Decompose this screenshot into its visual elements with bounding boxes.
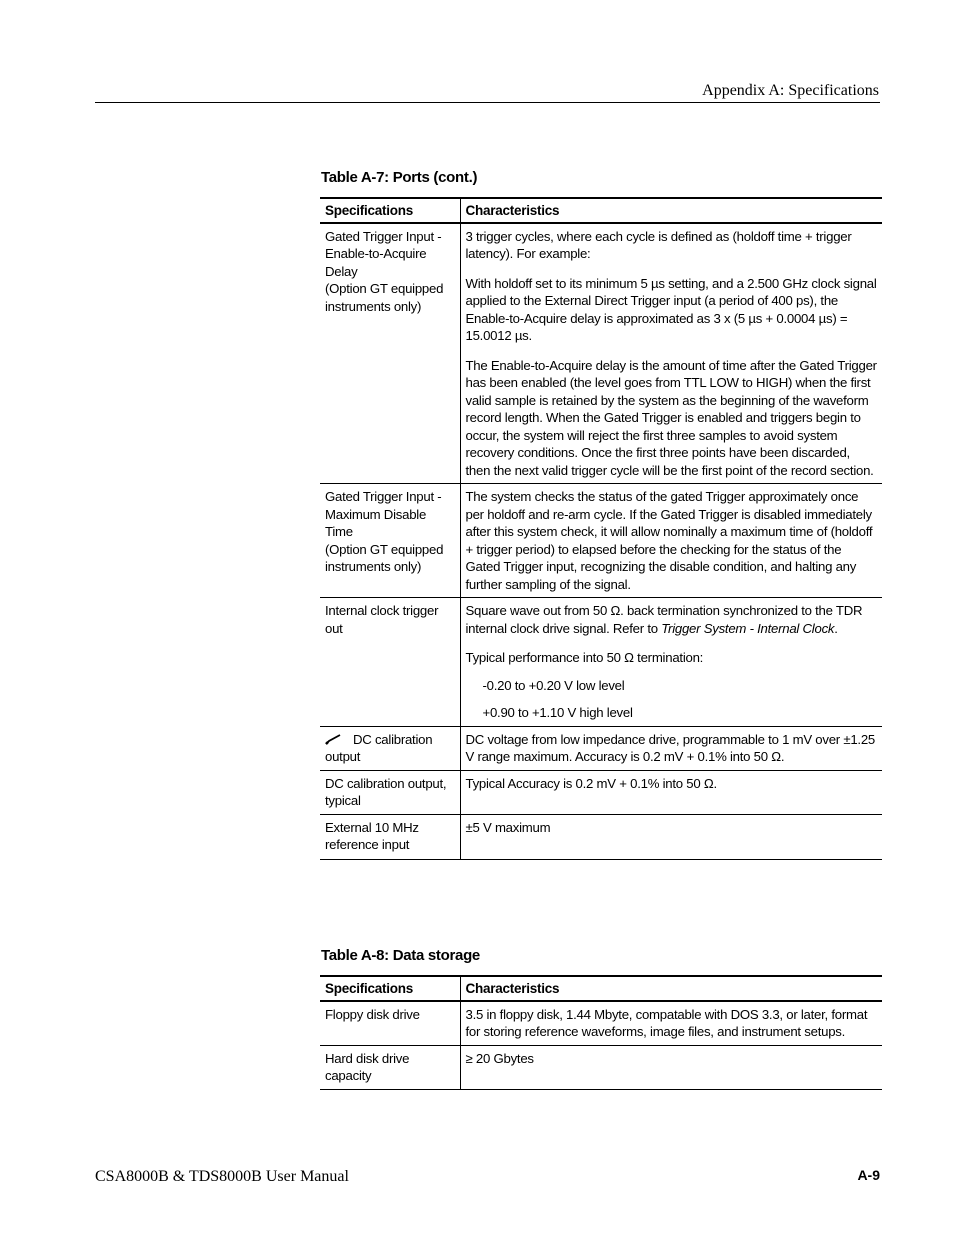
table-header-row xyxy=(320,976,882,1001)
characteristics-cell xyxy=(460,598,882,727)
table-row xyxy=(320,484,882,598)
spec-cell: Gated Trigger Input - Maximum Disable Time (Option GT equipped instruments only) xyxy=(320,484,460,598)
table-a8-caption: Table A-8: Data storage xyxy=(321,947,480,964)
cross-reference: Trigger System - Internal Clock xyxy=(661,620,835,636)
characteristics-cell xyxy=(460,484,882,598)
paragraph: +0.90 to +1.10 V high level xyxy=(482,705,633,720)
column-header-characteristics: Characteristics xyxy=(460,198,882,223)
column-header-specifications: Specifications xyxy=(320,976,460,1001)
characteristics-cell xyxy=(460,223,882,484)
table-a7 xyxy=(320,168,882,860)
table-a7-caption: Table A-7: Ports (cont.) xyxy=(321,169,478,186)
manual-title: CSA8000B & TDS8000B User Manual xyxy=(95,1168,349,1185)
spec-cell: Floppy disk drive xyxy=(320,1001,460,1046)
spec-cell: Internal clock trigger out xyxy=(320,598,460,727)
spec-cell: Gated Trigger Input - Enable-to-Acquire Delay (Option GT equipped instruments only) xyxy=(320,223,460,484)
paragraph: 3.5 in floppy disk, 1.44 Mbyte, compatable with DOS 3.3, or later, format for storing reference waveforms, image files, and instrument setups. xyxy=(465,1006,868,1039)
table-a8 xyxy=(320,946,882,1090)
table-header-row xyxy=(320,198,882,223)
characteristics-cell xyxy=(460,726,882,770)
running-head: Appendix A: Specifications xyxy=(702,82,879,99)
table-a7-grid xyxy=(320,197,882,860)
table-row xyxy=(320,726,882,770)
ramp-icon xyxy=(325,733,341,745)
text-run: Square wave out from 50 Ω. back termination synchronized to the TDR internal clock drive signal. Refer to xyxy=(465,603,863,636)
table-row xyxy=(320,1001,882,1046)
spec-cell: DC calibration output, typical xyxy=(320,770,460,814)
characteristics-cell xyxy=(460,1001,882,1046)
spec-text: DC calibration output xyxy=(325,731,433,764)
column-header-specifications: Specifications xyxy=(320,198,460,223)
text-run: . xyxy=(834,620,838,636)
paragraph: ±5 V maximum xyxy=(465,819,551,835)
table-row xyxy=(320,770,882,814)
paragraph: With holdoff set to its minimum 5 µs setting, and a 2.500 GHz clock signal applied to the External Direct Trigger input (a period of 400 ps), the Enable-to-Acquire delay is approximated as 3 x (5 µs + 0.0004 µs) = 15.0012 µs. xyxy=(465,275,877,343)
header-rule xyxy=(95,102,880,103)
paragraph: -0.20 to +0.20 V low level xyxy=(482,677,625,693)
table-a8-grid xyxy=(320,975,882,1090)
paragraph: DC voltage from low impedance drive, programmable to 1 mV over ±1.25 V range maximum. Accuracy is 0.2 mV + 0.1% into 50 Ω. xyxy=(465,731,875,764)
page-number: A-9 xyxy=(857,1167,880,1183)
table-row xyxy=(320,223,882,484)
paragraph: Typical performance into 50 Ω termination: xyxy=(465,650,704,665)
characteristics-cell xyxy=(460,770,882,814)
characteristics-cell xyxy=(460,814,882,859)
paragraph: The Enable-to-Acquire delay is the amount of time after the Gated Trigger has been enabled (the level goes from TTL LOW to HIGH) when the first valid sample is retained by the system as the beginning of the waveform record length. When the Gated Trigger is enabled and triggers begin to occur, the system will reject the first three samples to avoid system recovery conditions. Once the first three points have been discarded, then the next valid trigger cycle will be the first point of the record section. xyxy=(465,357,877,478)
characteristics-cell xyxy=(460,1045,882,1089)
paragraph: ≥ 20 Gbytes xyxy=(465,1050,534,1066)
table-row xyxy=(320,814,882,859)
paragraph: 3 trigger cycles, where each cycle is defined as (holdoff time + trigger latency). For example: xyxy=(465,228,852,261)
table-row xyxy=(320,598,882,727)
paragraph: The system checks the status of the gated Trigger approximately once per holdoff and re-arm cycle. If the Gated Trigger is disabled immediately after this system check, it will allow nominally a maximum time of (holdoff + trigger period) to elapsed before the checking for the status of the Gated Trigger input, recognizing the disable condition, and halting any further sampling of the signal. xyxy=(465,489,873,592)
column-header-characteristics: Characteristics xyxy=(460,976,882,1001)
spec-cell: External 10 MHz reference input xyxy=(320,814,460,859)
paragraph xyxy=(466,602,878,637)
table-row xyxy=(320,1045,882,1089)
paragraph: Typical Accuracy is 0.2 mV + 0.1% into 50 Ω. xyxy=(465,775,717,791)
spec-cell xyxy=(320,726,460,770)
spec-cell: Hard disk drive capacity xyxy=(320,1045,460,1089)
